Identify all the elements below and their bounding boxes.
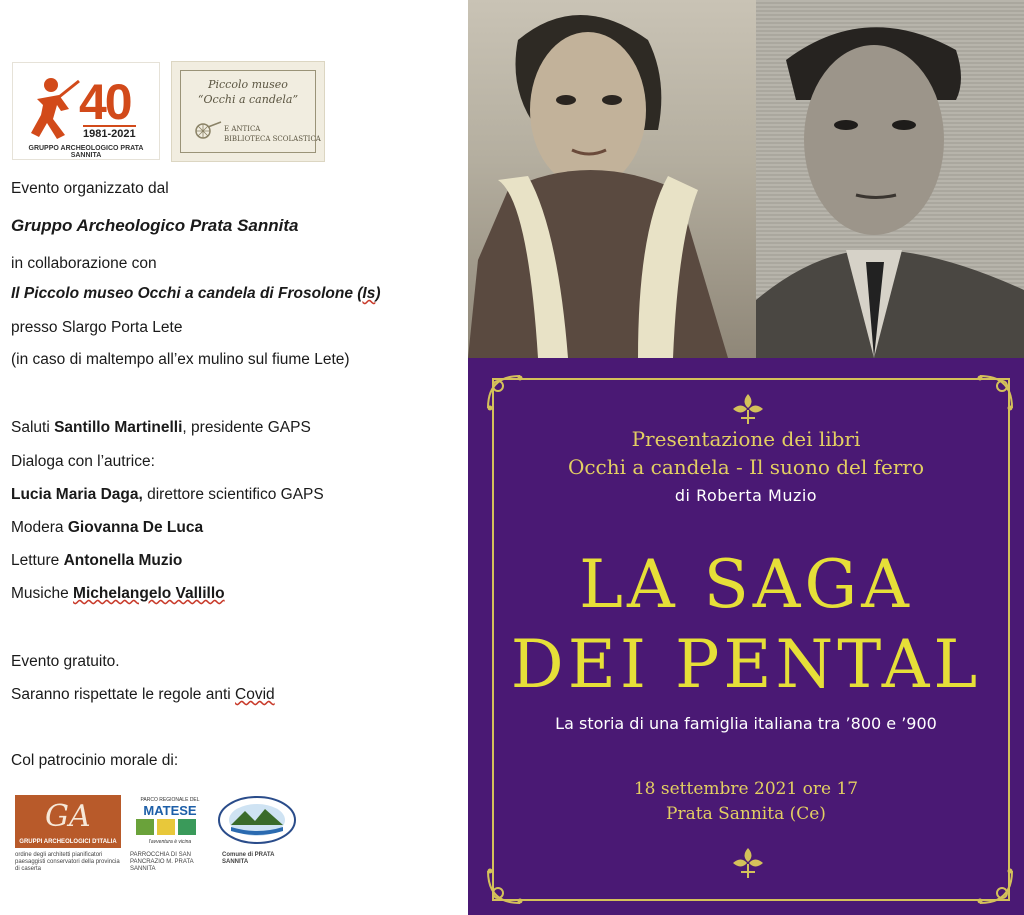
archaeologist-icon xyxy=(25,75,81,145)
matese-tile-icon xyxy=(136,819,154,835)
matese-tile-icon xyxy=(157,819,175,835)
author-line: di Roberta Muzio xyxy=(674,486,818,505)
man-portrait-icon xyxy=(756,0,1024,358)
free-event-text: Evento gratuito. xyxy=(11,653,120,670)
gaps-40-logo xyxy=(12,62,160,160)
corner-ornament-icon xyxy=(976,867,1016,907)
comune-prata-logo xyxy=(222,852,302,880)
gruppi-archeologici-italia-logo xyxy=(15,795,121,848)
venue-text: presso Slargo Porta Lete xyxy=(11,319,183,336)
matese-tile-icon xyxy=(178,819,196,835)
parco-matese-logo xyxy=(130,795,210,845)
woman-portrait-icon xyxy=(468,0,756,358)
covid-rules-text: Saranno rispettate le regole anti Covid xyxy=(11,686,275,703)
parrocchia-logo xyxy=(130,852,212,880)
man-portrait-photo xyxy=(756,0,1024,358)
director-line: Lucia Maria Daga, direttore scientifico GAPS xyxy=(11,486,324,503)
corner-ornament-icon xyxy=(484,867,524,907)
gaps-logo-label: GRUPPO ARCHEOLOGICO PRATA SANNITA xyxy=(28,145,144,159)
matese-top-label: PARCO REGIONALE DEL xyxy=(140,797,200,803)
museo-logo-line1: Piccolo museo xyxy=(208,78,288,91)
matese-tagline: l'avventura è vicina xyxy=(148,839,192,845)
moderator-line: Modera Giovanna De Luca xyxy=(11,519,204,536)
parrocchia-label: PARROCCHIA DI SAN PANCRAZIO M. PRATA SANNITA xyxy=(130,852,194,872)
gai-logo-label: GRUPPI ARCHEOLOGICI D'ITALIA xyxy=(19,839,117,845)
patronage-heading: Col patrocinio morale di: xyxy=(11,752,179,769)
dialogue-line: Dialoga con l’autrice: xyxy=(11,453,155,470)
poster-subtitle: La storia di una famiglia italiana tra ’800 e ’900 xyxy=(555,714,937,733)
fleur-ornament-icon xyxy=(731,846,765,880)
rain-venue-text: (in caso di maltempo all’ex mulino sul fiume Lete) xyxy=(11,351,350,368)
museo-logo-line3: E ANTICA BIBLIOTECA SCOLASTICA xyxy=(224,125,321,143)
landscape-emblem-icon xyxy=(217,795,297,845)
corner-ornament-icon xyxy=(976,372,1016,412)
portrait-photos xyxy=(468,0,1024,358)
cart-icon xyxy=(194,118,222,140)
greetings-line: Saluti Santillo Martinelli, presidente GAPS xyxy=(11,419,311,436)
readings-line: Letture Antonella Muzio xyxy=(11,552,183,569)
book-titles: Occhi a candela - Il suono del ferro xyxy=(567,455,925,479)
music-line: Musiche Michelangelo Vallillo xyxy=(11,585,225,602)
collaboration-text: in collaborazione con xyxy=(11,255,157,272)
fleur-ornament-icon xyxy=(731,392,765,426)
woman-portrait-photo xyxy=(468,0,756,358)
event-info-column xyxy=(0,0,468,915)
partner-name: Il Piccolo museo Occhi a candela di Frosolone (Is) xyxy=(11,285,381,302)
circular-emblem-logo xyxy=(217,795,297,845)
ordine-architetti-label: ordine degli architetti pianificatori paesaggisti conservatori della provincia di caserta xyxy=(15,852,120,872)
organized-by-text: Evento organizzato dal xyxy=(11,180,169,197)
event-place: Prata Sannita (Ce) xyxy=(666,804,826,824)
matese-name: MATESE xyxy=(143,803,197,818)
organizer-name: Gruppo Archeologico Prata Sannita xyxy=(11,216,299,235)
event-date: 18 settembre 2021 ore 17 xyxy=(633,779,859,799)
poster-title-line2: DEI PENTAL xyxy=(510,626,982,703)
museo-occhi-a-candela-logo xyxy=(171,61,325,162)
poster-title-line1: LA SAGA xyxy=(579,546,913,623)
museo-logo-line2: “Occhi a candela” xyxy=(197,93,299,106)
ordine-architetti-logo xyxy=(15,852,123,880)
book-presentation-poster xyxy=(468,358,1024,915)
anniversary-number: 40 xyxy=(79,74,131,130)
comune-label: Comune di PRATA SANNITA xyxy=(222,852,275,865)
presentation-heading: Presentazione dei libri xyxy=(631,427,861,451)
corner-ornament-icon xyxy=(484,372,524,412)
anniversary-years: 1981-2021 xyxy=(83,125,136,140)
gai-monogram-icon: GA xyxy=(45,799,91,834)
